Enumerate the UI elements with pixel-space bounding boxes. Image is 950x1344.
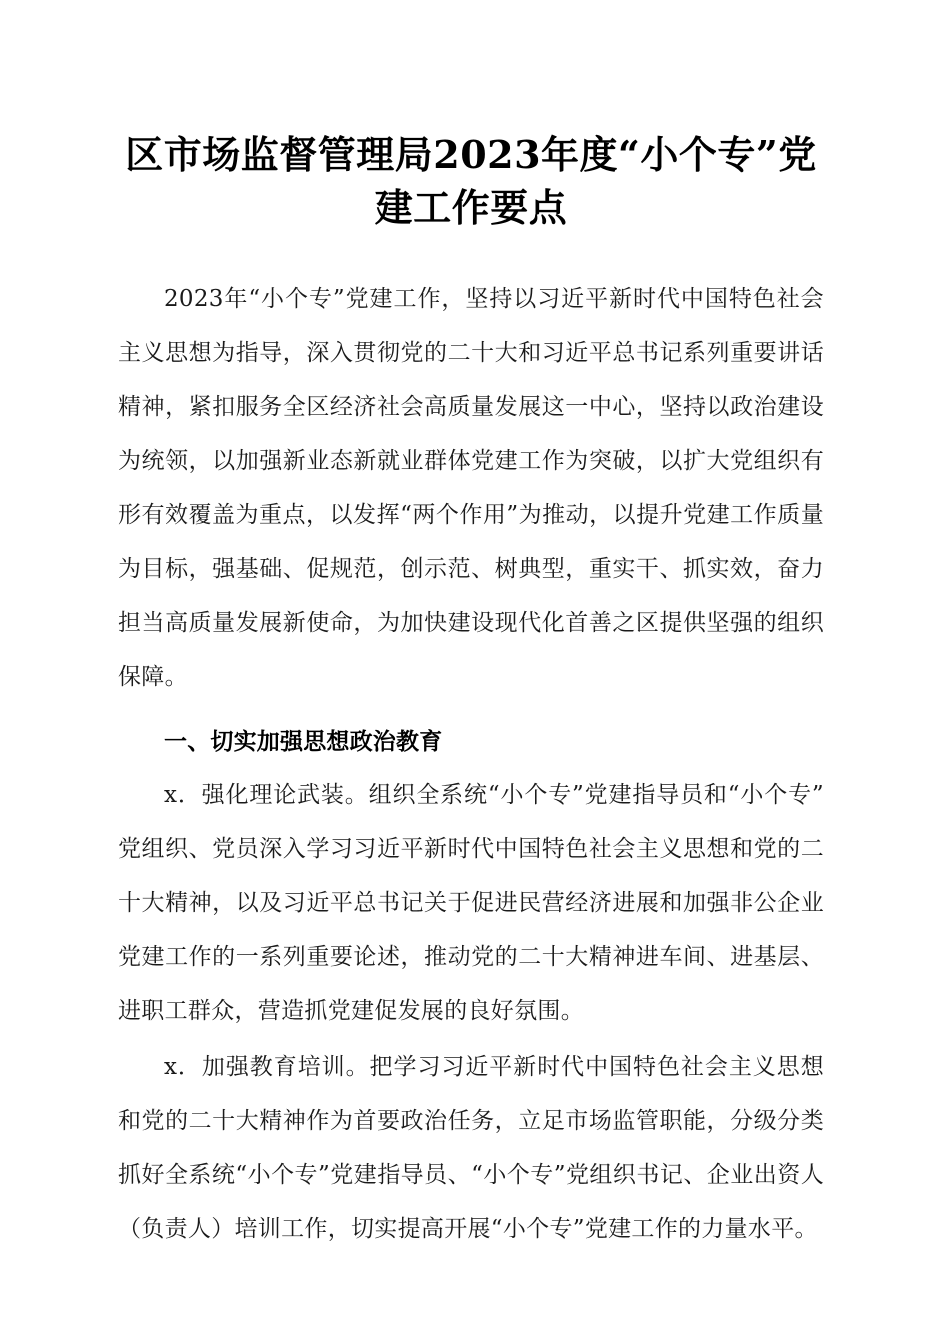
paragraph-item-1: x．强化理论武装。组织全系统“小个专”党建指导员和“小个专”党组织、党员深入学习习近平新时代中国特色社会主义思想和党的二十大精神，以及习近平总书记关于促进民营经济进展和加强非公企业党建工作的一系列重要论述，推动党的二十大精神进车间、进基层、进职工群众，营造抓党建促发展的良好氛围。 — [118, 782, 824, 1024]
paragraph-intro: 2023年“小个专”党建工作，坚持以习近平新时代中国特色社会主义思想为指导，深入贯彻党的二十大和习近平总书记系列重要讲话精神，紧扣服务全区经济社会高质量发展这一中心，坚持以政治建设为统领，以加强新业态新就业群体党建工作为突破，以扩大党组织有形有效覆盖为重点，以发挥“两个作用”为推动，以提升党建工作质量为目标，强基础、促规范，创示范、树典型，重实干、抓实效，奋力担当高质量发展新使命，为加快建设现代化首善之区提供坚强的组织保障。 — [118, 286, 824, 690]
page-title: 区市场监督管理局2023年度“小个专”党建工作要点 — [125, 132, 817, 230]
section-heading-1: 一、切实加强思想政治教育 — [164, 728, 443, 754]
document-body — [118, 0, 824, 1256]
paragraph-item-2: x．加强教育培训。把学习习近平新时代中国特色社会主义思想和党的二十大精神作为首要政治任务，立足市场监管职能，分级分类抓好全系统“小个专”党建指导员、“小个专”党组织书记、企业出资人（负责人）培训工作，切实提高开展“小个专”党建工作的力量水平。 — [118, 1054, 824, 1242]
